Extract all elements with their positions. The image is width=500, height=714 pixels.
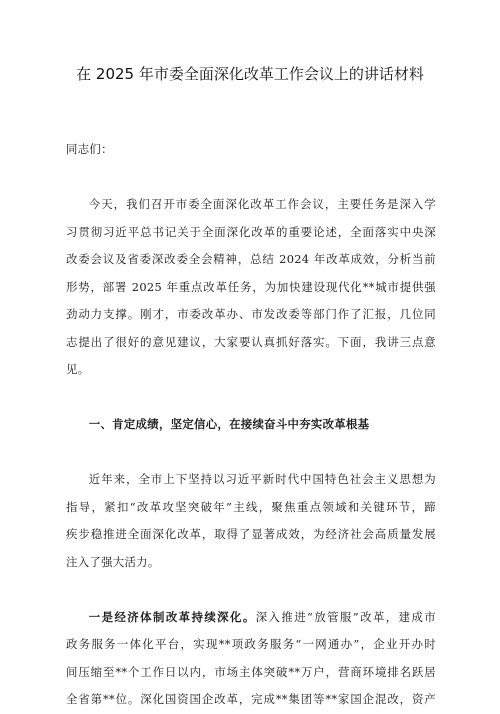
point-text: 深入推进“放管服”改革，建成市 (255, 609, 436, 624)
text-line: 劲动力支撑。刚才，市委改革办、市发改委等部门作了汇报，几位同 (66, 307, 436, 321)
text-line: 习贯彻习近平总书记关于全面深化改革的重要论述，全面落实中央深 (66, 224, 436, 239)
text-line: 全省第**位。深化国资国企改革，完成**集团等**家国企混改，资产 (66, 692, 436, 706)
intro-paragraph (66, 191, 436, 384)
salutation: 同志们： (66, 142, 113, 156)
text-line: 今天，我们召开市委全面深化改革工作会议，主要任务是深入学 (88, 197, 436, 211)
point-lead: 一是经济体制改革持续深化。 (88, 609, 256, 624)
text-line (66, 604, 436, 632)
section-heading: 一、肯定成绩，坚定信心，在接续奋斗中夯实改革根基 (88, 417, 370, 431)
text-line: 见。 (66, 362, 90, 376)
document-body (66, 136, 436, 714)
point1-paragraph (66, 604, 436, 714)
section1-paragraph (66, 466, 436, 576)
paragraph-gap (66, 439, 436, 467)
text-line: 志提出了很好的意见建议，大家要认真抓好落实。下面，我讲三点意 (66, 334, 436, 349)
text-line: 间压缩至**个工作日以内，市场主体突破**万户，营商环境排名跃居 (66, 664, 436, 679)
text-line: 政务服务一体化平台，实现**项政务服务“一网通办”，企业开办时 (66, 637, 436, 651)
paragraph-gap (66, 164, 436, 192)
text-line: 形势，部署 2025 年重点改革任务，为加快建设现代化**城市提供强 (66, 279, 436, 294)
text-line: 注入了强大活力。 (66, 554, 160, 569)
text-line: 指导，紧扣“改革攻坚突破年”主线，聚焦重点领域和关键环节，蹄 (66, 499, 436, 514)
text-line: 近年来，全市上下坚持以习近平新时代中国特色社会主义思想为 (88, 472, 436, 486)
text-line: 改委会议及省委深改委全会精神，总结 2024 年改革成效，分析当前 (66, 252, 436, 266)
text-line: 疾步稳推进全面深化改革，取得了显著成效，为经济社会高质量发展 (66, 527, 436, 541)
paragraph-gap (66, 384, 436, 412)
paragraph-gap (66, 576, 436, 604)
document-title: 在 2025 年市委全面深化改革工作会议上的讲话材料 (76, 65, 424, 83)
